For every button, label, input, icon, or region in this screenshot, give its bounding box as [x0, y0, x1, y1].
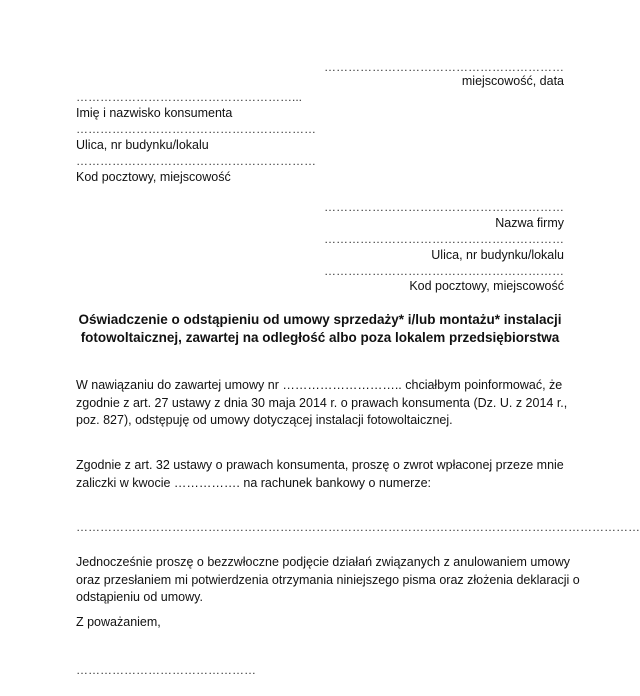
company-postal-label: Kod pocztowy, miejscowość — [409, 279, 564, 293]
document-title-line-2: fotowoltaicznej, zawartej na odległość albo poza lokalem przedsiębiorstwa — [80, 330, 560, 345]
place-date-label: miejscowość, data — [461, 74, 564, 88]
company-postal-dotted-line: …………………………………………………… — [324, 264, 564, 278]
company-street-label: Ulica, nr budynku/lokalu — [431, 248, 564, 262]
consumer-postal-label: Kod pocztowy, miejscowość — [76, 170, 231, 184]
place-date-dotted-line: …………………………………………………… — [324, 60, 564, 74]
consumer-name-label: Imię i nazwisko konsumenta — [76, 106, 233, 120]
document-title — [40, 311, 600, 347]
consumer-street-label: Ulica, nr budynku/lokalu — [76, 138, 209, 152]
closing-salutation: Z poważaniem, — [76, 615, 161, 629]
paragraph-withdrawal-line-3: poz. 827), odstępuję od umowy dotyczącej instalacji fotowoltaicznej. — [76, 413, 453, 427]
paragraph-refund-line-1: Zgodnie z art. 32 ustawy o prawach konsumenta, proszę o zwrot wpłaconej przeze mnie — [76, 458, 564, 472]
consumer-street-dotted-line: …………………………………………………… — [76, 122, 316, 136]
paragraph-withdrawal — [76, 377, 576, 430]
paragraph-confirmation-line-2: oraz przesłaniem mi potwierdzenia otrzymania niniejszego pisma oraz złożenia deklaracji o — [76, 572, 580, 587]
consumer-postal-dotted-line: …………………………………………………… — [76, 154, 316, 168]
company-name-label: Nazwa firmy — [495, 216, 564, 230]
document-title-line-1: Oświadczenie o odstąpieniu od umowy sprzedaży* i/lub montażu* instalacji — [78, 312, 562, 327]
paragraph-confirmation — [76, 554, 580, 607]
consumer-name-dotted-line: ………………………………………………... — [76, 90, 303, 104]
bank-account-dotted-line: …………………………………………………………………………………………………………………………… — [76, 520, 640, 534]
company-street-dotted-line: …………………………………………………… — [324, 232, 564, 246]
company-name-dotted-line: …………………………………………………… — [324, 200, 564, 214]
paragraph-refund — [76, 457, 576, 492]
paragraph-withdrawal-line-2: zgodnie z art. 27 ustawy z dnia 30 maja 2014 r. o prawach konsumenta (Dz. U. z 2014 r., — [76, 395, 568, 410]
paragraph-withdrawal-line-1: W nawiązaniu do zawartej umowy nr ……………………….. chciałbym poinformować, że — [76, 378, 563, 392]
paragraph-confirmation-line-3: odstąpieniu od umowy. — [76, 590, 203, 604]
paragraph-refund-line-2: zaliczki w kwocie ……………. na rachunek bankowy o numerze: — [76, 475, 431, 490]
signature-dotted-line: ……………………………………… — [76, 663, 256, 677]
paragraph-confirmation-line-1: Jednocześnie proszę o bezzwłoczne podjęcie działań związanych z anulowaniem umowy — [76, 555, 571, 569]
